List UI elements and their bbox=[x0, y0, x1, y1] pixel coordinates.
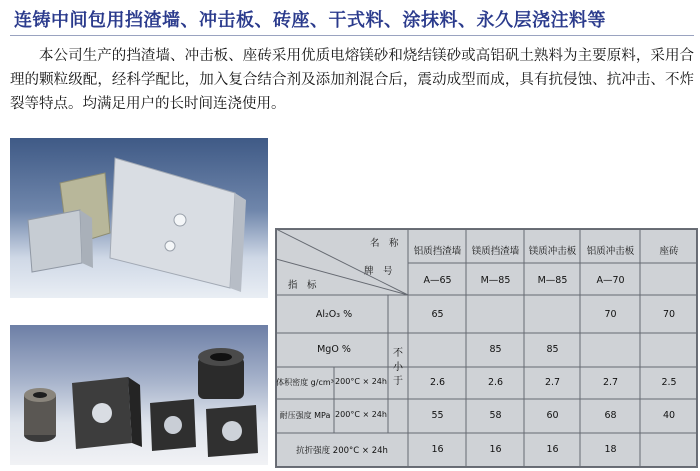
col-grade-1: A—65 bbox=[423, 275, 452, 286]
col-name-1: 铝质挡渣墙 bbox=[413, 246, 462, 257]
row5-val3: 16 bbox=[546, 444, 559, 455]
row1-val5: 70 bbox=[662, 309, 676, 320]
row4-val2: 58 bbox=[489, 410, 502, 421]
seat-brick-photo bbox=[10, 325, 268, 465]
col-name-2: 镁质挡渣墙 bbox=[471, 246, 520, 257]
spec-table bbox=[275, 228, 698, 468]
row5-val2: 16 bbox=[489, 444, 502, 455]
slag-wall-photo bbox=[10, 138, 268, 298]
row5-val1: 16 bbox=[431, 444, 444, 455]
col-name-4: 铝质冲击板 bbox=[586, 246, 635, 257]
row-label-density: 体积密度 g/cm³ bbox=[276, 378, 334, 387]
row3-val5: 2.5 bbox=[661, 377, 677, 388]
col-grade-3: M—85 bbox=[537, 275, 568, 286]
row1-val1: 65 bbox=[431, 309, 444, 320]
row4-val5: 40 bbox=[662, 410, 676, 421]
row1-val4: 70 bbox=[604, 309, 617, 320]
header-name-label: 名 称 bbox=[370, 238, 399, 249]
row3-val1: 2.6 bbox=[429, 377, 446, 388]
row2-val2: 85 bbox=[489, 344, 502, 355]
row4-val4: 68 bbox=[604, 410, 617, 421]
row4-val1: 55 bbox=[431, 410, 444, 421]
row4-condition: 200°C × 24h bbox=[335, 410, 387, 419]
header-grade-label: 牌 号 bbox=[364, 266, 393, 277]
page-title: 连铸中间包用挡渣墙、冲击板、砖座、干式料、涂抹料、永久层浇注料等 bbox=[14, 10, 606, 31]
row5-val4: 18 bbox=[604, 444, 617, 455]
title-divider bbox=[10, 35, 694, 36]
row-label-flexural: 抗折强度 200°C × 24h bbox=[296, 446, 388, 456]
col-name-3: 镁质冲击板 bbox=[528, 246, 577, 257]
row3-condition: 200°C × 24h bbox=[335, 377, 387, 386]
row3-val2: 2.6 bbox=[487, 377, 504, 388]
row4-val3: 60 bbox=[546, 410, 559, 421]
row-label-compressive: 耐压强度 MPa bbox=[279, 411, 331, 420]
col-grade-2: M—85 bbox=[480, 275, 511, 286]
header-index-label: 指 标 bbox=[288, 280, 317, 291]
row-label-mgo: MgO % bbox=[317, 344, 351, 355]
row3-val4: 2.7 bbox=[602, 377, 619, 388]
intro-paragraph: 本公司生产的挡渣墙、冲击板、座砖采用优质电熔镁砂和烧结镁砂或高铝矾土熟料为主要原料，采用合理的颗粒级配，经科学配比，加入复合结合剂及添加剂混合后，震动成型而成，具有抗侵蚀、抗冲击、不炸裂等特点。均满足用户的长时间连浇使用。 bbox=[10, 48, 694, 112]
row3-val3: 2.7 bbox=[544, 377, 561, 388]
row-label-al2o3: Al₂O₃ % bbox=[315, 309, 353, 320]
col-grade-4: A—70 bbox=[596, 275, 625, 286]
col-name-5: 座砖 bbox=[659, 246, 679, 257]
not-less-than-label: 不 小 于 bbox=[393, 348, 403, 387]
row2-val3: 85 bbox=[546, 344, 559, 355]
